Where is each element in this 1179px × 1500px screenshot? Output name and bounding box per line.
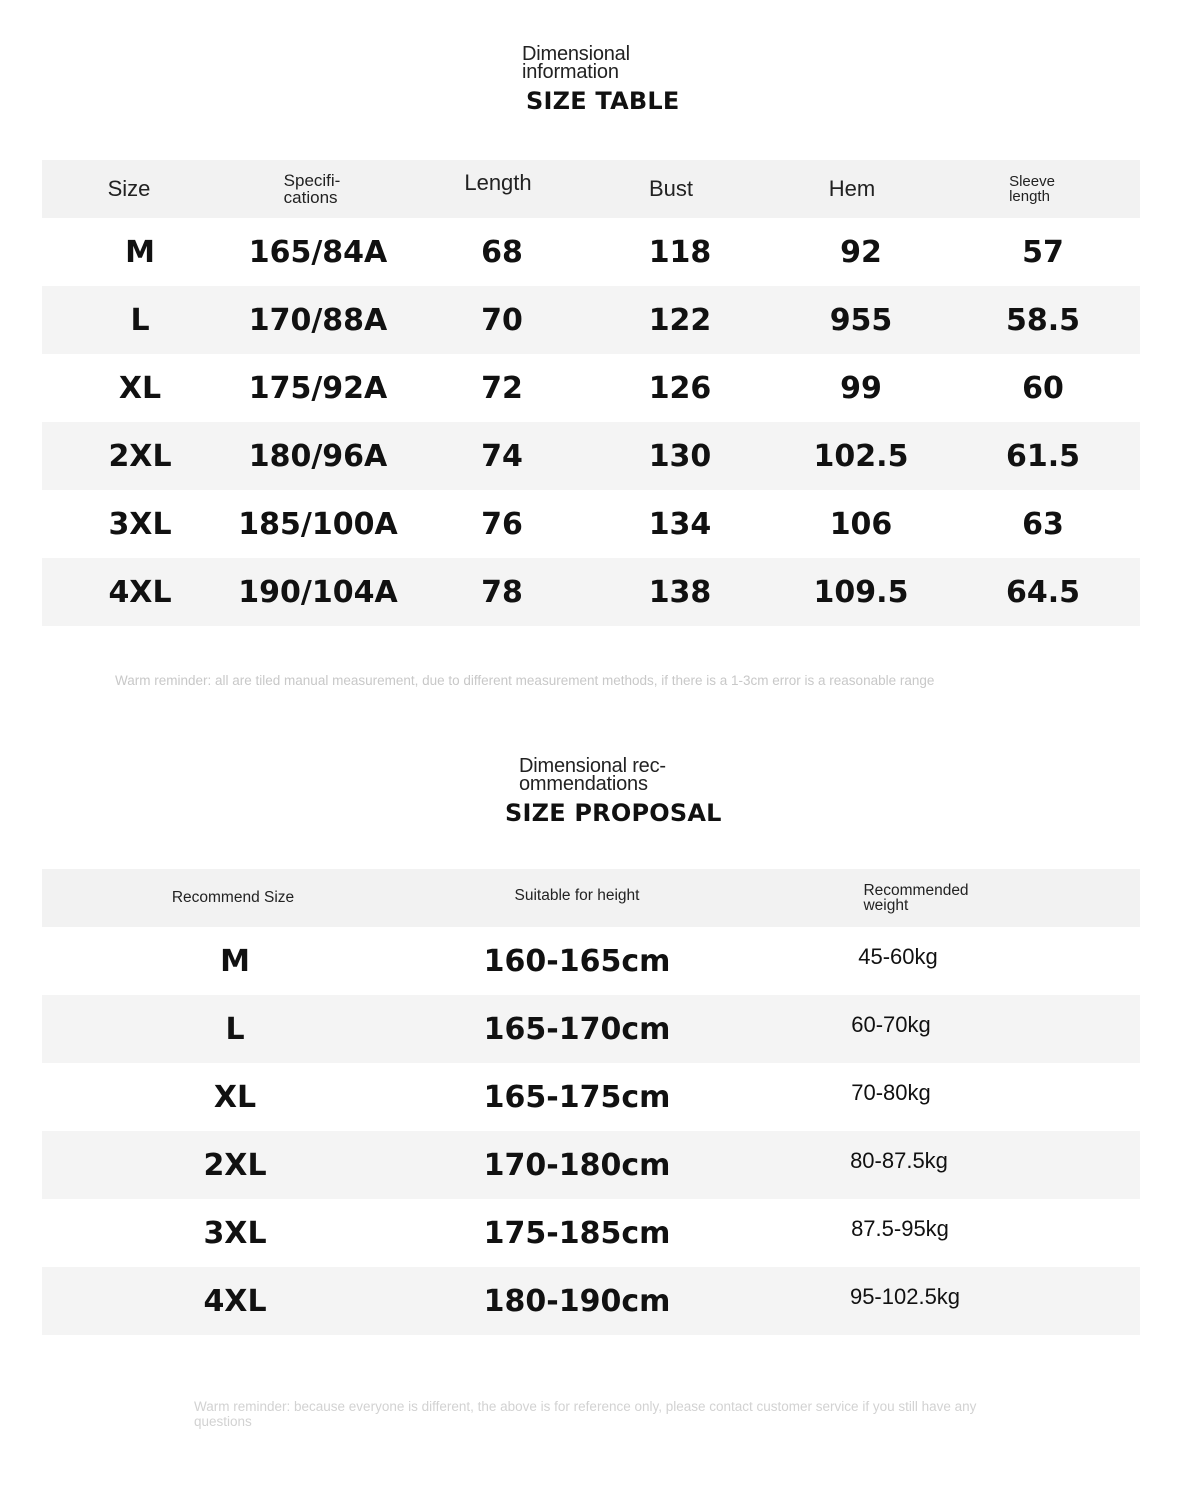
- header-suitable-height: Suitable for height: [514, 887, 640, 904]
- size-proposal-row: [42, 927, 1140, 995]
- cell-height: 160-165cm: [483, 943, 671, 979]
- cell-recommend-size: XL: [213, 1079, 257, 1115]
- header-recommended-weight: [863, 869, 968, 927]
- size-proposal-title-block: [505, 755, 722, 827]
- cell-length: 74: [481, 438, 523, 474]
- cell-bust: 138: [648, 574, 712, 610]
- cell-length: 68: [481, 234, 523, 270]
- size-table-title: SIZE TABLE: [526, 87, 680, 115]
- cell-spec: 165/84A: [248, 234, 388, 270]
- size-table: [42, 160, 1140, 626]
- cell-hem: 102.5: [813, 438, 909, 474]
- header-sleeve-line1: Sleeve: [1009, 173, 1055, 190]
- cell-spec: 190/104A: [238, 574, 398, 610]
- size-table-title-block: [522, 45, 679, 115]
- size-table-row: [42, 286, 1140, 354]
- size-proposal-row: [42, 1267, 1140, 1335]
- cell-weight: 95-102.5kg: [849, 1284, 961, 1309]
- cell-recommend-size: 2XL: [203, 1147, 267, 1183]
- cell-length: 76: [481, 506, 523, 542]
- header-spec-line2: cations: [283, 188, 338, 207]
- size-proposal-subtitle-line1: Dimensional rec-: [519, 755, 666, 777]
- size-proposal-table: [42, 869, 1140, 1335]
- size-table-subtitle-line1: Dimensional: [522, 43, 630, 65]
- cell-sleeve: 61.5: [1005, 438, 1081, 474]
- cell-spec: 185/100A: [238, 506, 398, 542]
- size-table-row: [42, 422, 1140, 490]
- header-recommend-size: Recommend Size: [171, 889, 295, 906]
- size-table-subtitle-line2: information: [522, 61, 619, 83]
- cell-size: 3XL: [108, 506, 172, 542]
- cell-height: 165-175cm: [483, 1079, 671, 1115]
- cell-hem: 109.5: [813, 574, 909, 610]
- header-sleeve-line2: length: [1009, 188, 1050, 205]
- cell-size: 2XL: [108, 438, 172, 474]
- header-bust: Bust: [648, 176, 694, 201]
- cell-length: 70: [481, 302, 523, 338]
- cell-sleeve: 57: [1022, 234, 1064, 270]
- cell-size: XL: [118, 370, 162, 406]
- cell-hem: 955: [829, 302, 893, 338]
- cell-bust: 130: [648, 438, 712, 474]
- cell-size: 4XL: [108, 574, 172, 610]
- cell-weight: 60-70kg: [851, 1012, 931, 1037]
- cell-weight: 70-80kg: [851, 1080, 931, 1105]
- size-table-row: [42, 218, 1140, 286]
- size-table-row: [42, 354, 1140, 422]
- cell-spec: 170/88A: [248, 302, 388, 338]
- cell-bust: 134: [648, 506, 712, 542]
- cell-recommend-size: 4XL: [203, 1283, 267, 1319]
- header-sleeve-length: [1009, 160, 1055, 218]
- header-length: Length: [464, 170, 532, 195]
- cell-weight: 87.5-95kg: [851, 1216, 949, 1241]
- size-proposal-row: [42, 1063, 1140, 1131]
- cell-sleeve: 64.5: [1005, 574, 1081, 610]
- cell-sleeve: 63: [1022, 506, 1064, 542]
- cell-recommend-size: L: [225, 1011, 245, 1047]
- header-spec-line1: Specifi-: [283, 171, 341, 190]
- header-weight-line1: Recommended: [863, 882, 969, 899]
- size-proposal-row: [42, 1199, 1140, 1267]
- cell-recommend-size: M: [220, 943, 250, 979]
- cell-length: 78: [481, 574, 523, 610]
- size-table-reminder-note: Warm reminder: all are tiled manual measurement, due to different measurement methods, if there is a 1-3cm error is a reasonable range: [115, 673, 935, 688]
- size-table-row: [42, 558, 1140, 626]
- cell-sleeve: 58.5: [1005, 302, 1081, 338]
- cell-hem: 99: [840, 370, 882, 406]
- cell-weight: 45-60kg: [858, 944, 938, 969]
- header-size: Size: [107, 176, 151, 201]
- header-specifications: [284, 160, 341, 218]
- cell-length: 72: [481, 370, 523, 406]
- size-proposal-title: SIZE PROPOSAL: [505, 799, 722, 827]
- cell-size: M: [125, 234, 155, 270]
- cell-height: 175-185cm: [483, 1215, 671, 1251]
- cell-height: 165-170cm: [483, 1011, 671, 1047]
- size-proposal-header-row: [42, 869, 1140, 927]
- cell-size: L: [130, 302, 150, 338]
- cell-bust: 122: [648, 302, 712, 338]
- cell-bust: 118: [648, 234, 712, 270]
- cell-recommend-size: 3XL: [203, 1215, 267, 1251]
- size-proposal-reminder-note: Warm reminder: because everyone is different, the above is for reference only, please contact customer service if you still have any questions: [194, 1399, 977, 1429]
- cell-spec: 180/96A: [248, 438, 388, 474]
- size-proposal-row: [42, 995, 1140, 1063]
- cell-hem: 106: [829, 506, 893, 542]
- header-hem: Hem: [828, 176, 876, 201]
- cell-sleeve: 60: [1022, 370, 1064, 406]
- cell-bust: 126: [648, 370, 712, 406]
- cell-spec: 175/92A: [248, 370, 388, 406]
- cell-hem: 92: [840, 234, 882, 270]
- cell-height: 170-180cm: [483, 1147, 671, 1183]
- size-proposal-row: [42, 1131, 1140, 1199]
- size-table-header-row: [42, 160, 1140, 218]
- size-table-row: [42, 490, 1140, 558]
- size-proposal-subtitle-line2: ommendations: [519, 773, 648, 795]
- header-weight-line2: weight: [863, 897, 909, 914]
- cell-height: 180-190cm: [483, 1283, 671, 1319]
- cell-weight: 80-87.5kg: [850, 1148, 948, 1173]
